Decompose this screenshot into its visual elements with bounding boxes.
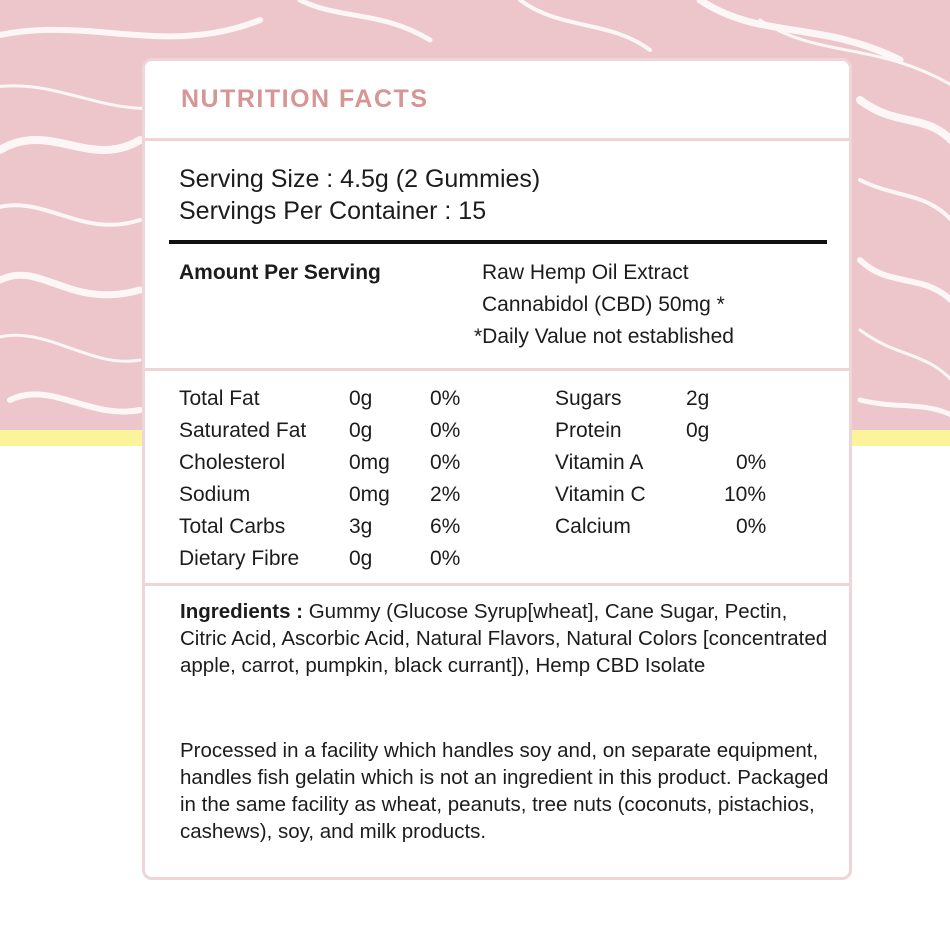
nutrient-name: Cholesterol bbox=[179, 451, 286, 474]
ingredients-label: Ingredients : bbox=[180, 600, 304, 623]
nutrient-name: Sodium bbox=[179, 483, 251, 506]
nutrient-daily-value: 6% bbox=[430, 515, 461, 538]
nutrient-name: Vitamin C bbox=[555, 483, 646, 506]
ingredients-text: Gummy (Glucose Syrup[wheat], Cane Sugar, Pectin, Citric Acid, Ascorbic Acid, Natural Flavors, Natural Colors [concentrated apple, carrot, pumpkin, black currant]), Hemp CBD Isolate bbox=[180, 600, 828, 677]
nutrient-amount: 3g bbox=[349, 515, 373, 538]
nutrient-daily-value: 0% bbox=[430, 419, 461, 442]
nutrient-amount: 0g bbox=[349, 387, 373, 410]
divider bbox=[145, 138, 849, 141]
ingredients-block bbox=[180, 598, 830, 679]
nutrient-name: Protein bbox=[555, 419, 622, 442]
nutrient-name: Vitamin A bbox=[555, 451, 644, 474]
nutrient-value: 0% bbox=[736, 515, 767, 538]
nutrient-name: Sugars bbox=[555, 387, 622, 410]
nutrient-name: Saturated Fat bbox=[179, 419, 307, 442]
nutrient-name: Calcium bbox=[555, 515, 631, 538]
divider bbox=[145, 368, 849, 371]
panel-title: NUTRITION FACTS bbox=[181, 85, 429, 113]
servings-per-container: Servings Per Container : 15 bbox=[179, 197, 487, 225]
nutrient-daily-value: 2% bbox=[430, 483, 461, 506]
nutrient-name: Total Fat bbox=[179, 387, 260, 410]
extract-line-2: Cannabidol (CBD) 50mg * bbox=[482, 293, 725, 316]
nutrient-value: 2g bbox=[686, 387, 710, 410]
divider bbox=[145, 583, 849, 586]
serving-size: Serving Size : 4.5g (2 Gummies) bbox=[179, 165, 541, 193]
amount-per-serving-heading: Amount Per Serving bbox=[179, 261, 381, 284]
nutrient-name: Total Carbs bbox=[179, 515, 286, 538]
nutrient-value: 0g bbox=[686, 419, 710, 442]
nutrient-name: Dietary Fibre bbox=[179, 547, 300, 570]
nutrient-amount: 0g bbox=[349, 547, 373, 570]
daily-value-note: *Daily Value not established bbox=[474, 325, 734, 348]
allergen-statement: Processed in a facility which handles soy and, on separate equipment, handles fish gelatin which is not an ingredient in this product. Packaged in the same facility as wheat, peanuts, tree nuts (coconuts, pistachios, cashews), soy, and milk products. bbox=[180, 739, 829, 843]
nutrient-amount: 0mg bbox=[349, 451, 390, 474]
nutrient-daily-value: 0% bbox=[430, 387, 461, 410]
thick-divider bbox=[169, 240, 827, 244]
nutrient-daily-value: 0% bbox=[430, 451, 461, 474]
nutrient-value: 0% bbox=[736, 451, 767, 474]
nutrient-value: 10% bbox=[724, 483, 767, 506]
nutrient-daily-value: 0% bbox=[430, 547, 461, 570]
nutrition-facts-panel bbox=[142, 58, 852, 880]
extract-line-1: Raw Hemp Oil Extract bbox=[482, 261, 689, 284]
nutrient-amount: 0g bbox=[349, 419, 373, 442]
nutrient-amount: 0mg bbox=[349, 483, 390, 506]
